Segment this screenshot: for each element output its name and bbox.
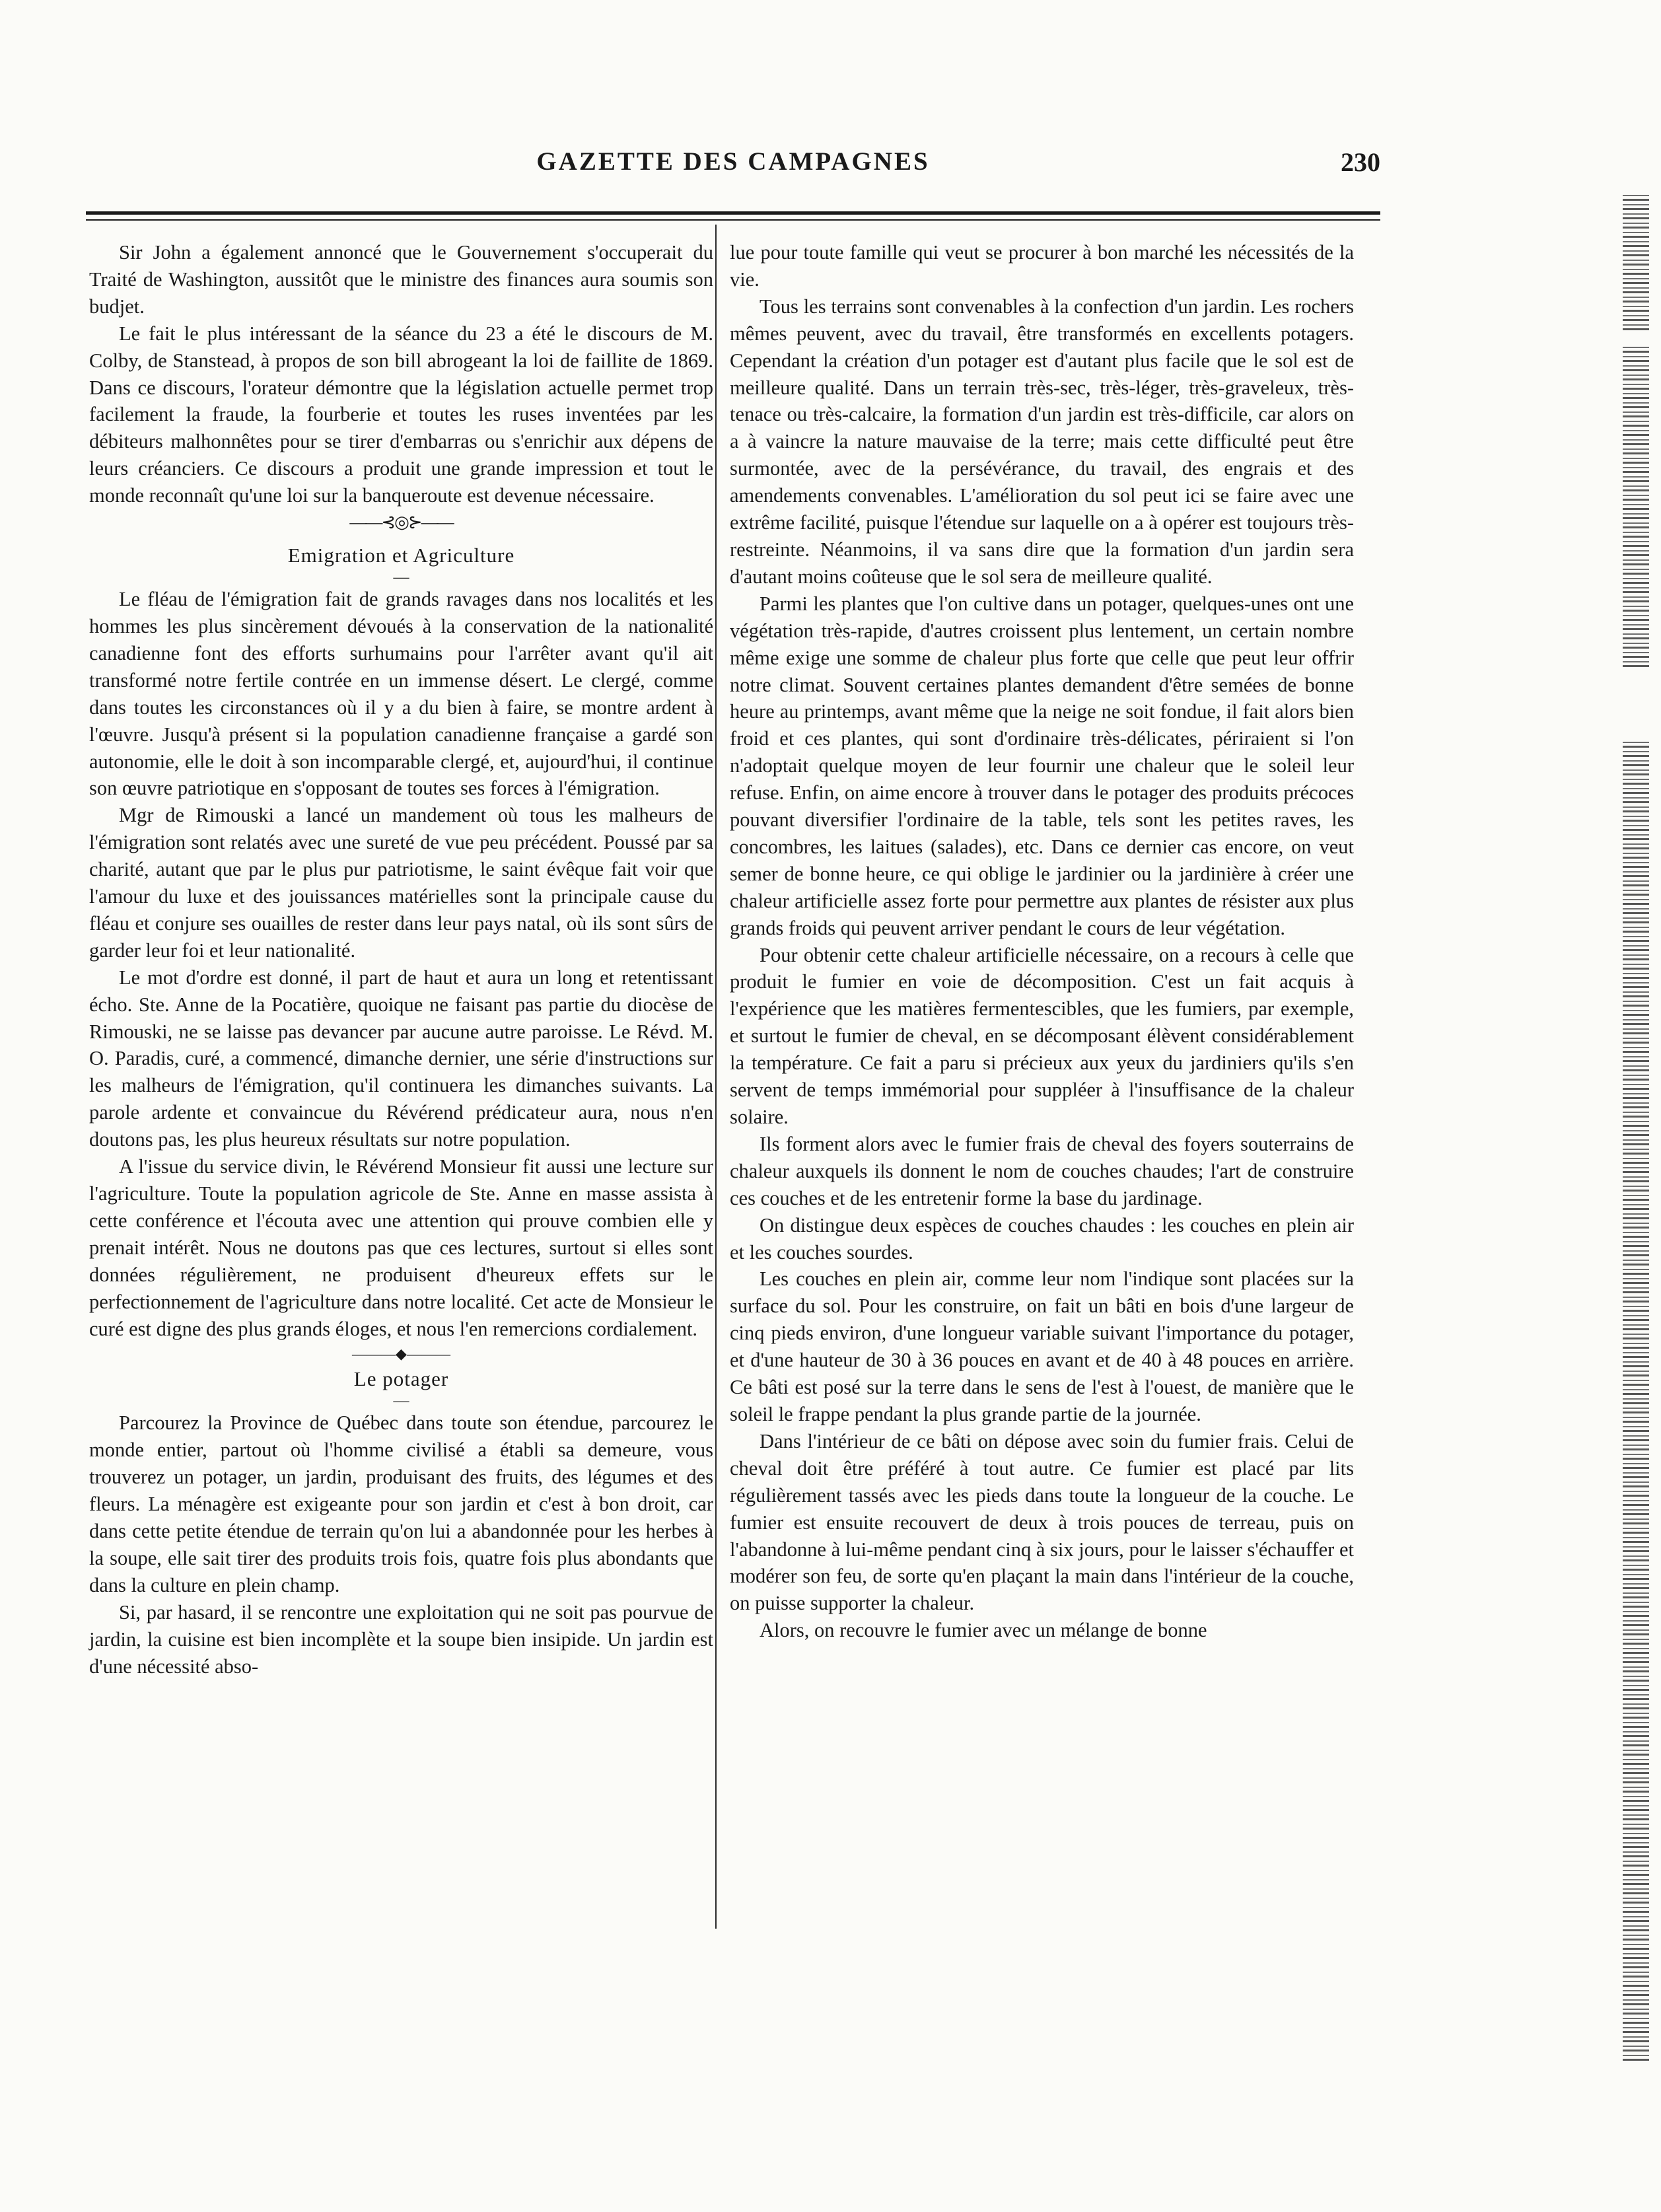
article-paragraph: Tous les terrains sont convenables à la confection d'un jardin. Les rochers mêmes peuvent, avec du travail, être transformés en excellents potagers. Cependant la création d'un potager est d'autant plus facile que le sol est de meilleure qualité. Dans un terrain très-sec, très-léger, très-graveleux, très-tenace ou très-calcaire, la formation d'un jardin est très-difficile, car alors on a à vaincre la nature mauvaise de la terre; mais cette difficulté peut être surmontée, avec de la persévérance, du travail, des engrais et des amendements convenables. L'amélioration du sol peut ici se faire avec une extrême facilité, puisque l'étendue sur laquelle on a à opérer est toujours très-restreinte. Néanmoins, il va sans dire que la formation d'un jardin sera d'autant moins coûteuse que le sol sera de meilleure qualité. <box>730 295 1354 588</box>
page-number: 230 <box>1341 147 1380 177</box>
header-rule-thick <box>86 211 1380 215</box>
article-paragraph: Le mot d'ordre est donné, il part de haut et aura un long et retentissant écho. Ste. Anne de la Pocatière, quoique ne faisant pas partie du diocèse de Rimouski, ne se laisse pas devancer par aucune autre paroisse. Le Révd. M. O. Paradis, curé, a commencé, dimanche dernier, une série d'instructions sur les malheurs de l'émigration, qu'il continuera les dimanches suivants. La parole ardente et convaincue du Révérend prédicateur aura, nous n'en doutons pas, les plus heureux résultats sur notre population. <box>89 966 713 1151</box>
article-paragraph: Mgr de Rimouski a lancé un mandement où tous les malheurs de l'émigration sont relatés avec une sureté de vue peu précédent. Poussé par sa charité, autant que par le plus pur patriotisme, le saint évêque fait voir que l'amour du luxe et des jouissances matérielles sont la principale cause du fléau et conjure ses ouailles de rester dans leur pays natal, où ils sont sûrs de garder leur foi et leur nationalité. <box>89 804 713 962</box>
section-title-potager: Le potager <box>353 1367 449 1391</box>
publication-title: GAZETTE DES CAMPAGNES <box>536 147 930 176</box>
article-paragraph: Pour obtenir cette chaleur artificielle nécessaire, on a recours à celle que produit le fumier en voie de décomposition. C'est un fait acquis à l'expérience que les matières fermentescibles, que les fumiers, par exemple, et surtout le fumier de cheval, en se décomposant élèvent considérablement la température. Ce fait a paru si précieux aux yeux du jardiniers qu'ils s'en servent de temps immémorial pour suppléer à l'insuffisance de la chaleur solaire. <box>730 943 1354 1128</box>
title-underline: — <box>393 569 409 587</box>
column-divider <box>715 225 717 1929</box>
section-title-emigration: Emigration et Agriculture <box>287 544 515 567</box>
article-paragraph: Les couches en plein air, comme leur nom l'indique sont placées sur la surface du sol. Pour les construire, on fait un bâti en bois d'une largeur de cinq pieds environ, d'une longueur variable suivant l'importance du potager, et d'une hauteur de 30 à 36 pouces en avant et de 40 à 48 pouces en arrière. Ce bâti est posé sur la terre dans le sens de l'est à l'ouest, de manière que le soleil le frappe pendant la plus grande partie de la journée. <box>730 1267 1354 1425</box>
title-underline: — <box>393 1392 409 1410</box>
article-paragraph: Si, par hasard, il se rencontre une exploitation qui ne soit pas pourvue de jardin, la cuisine est bien incomplète et la soupe bien insipide. Un jardin est d'une nécessité abso- <box>89 1600 713 1678</box>
article-paragraph: Ils forment alors avec le fumier frais de cheval des foyers souterrains de chaleur auxquels ils donnent le nom de couches chaudes; l'art de construire ces couches et de les entretenir forme la base du jardinage. <box>730 1132 1354 1209</box>
header-rule-thin <box>86 219 1380 221</box>
article-paragraph-continued: lue pour toute famille qui veut se procurer à bon marché les nécessités de la vie. <box>730 241 1354 291</box>
scan-edge-artifact <box>1623 192 1649 330</box>
section-separator: ———◆——— <box>352 1345 450 1363</box>
scan-edge-artifact <box>1623 343 1649 667</box>
article-paragraph: Parmi les plantes que l'on cultive dans un potager, quelques-unes ont une végétation très-rapide, d'autres croissent plus lentement, un certain nombre même exige une somme de chaleur plus forte que celle que peut leur offrir notre climat. Souvent certaines plantes demandent d'être semées de bonne heure au printemps, avant même que la neige ne soit fondue, il fait alors bien froid et ces plantes, qui sont d'ordinaire très-délicates, périraient si l'on n'adoptait quelque moyen de leur fournir une chaleur que le soleil leur refuse. Enfin, on aime encore à trouver dans le potager des produits précoces pouvant diversifier l'ordinaire de la table, tels sont les petites raves, les concombres, les laitues (salades), etc. Dans ce dernier cas encore, on veut semer de bonne heure, ce qui oblige le jardinier ou la jardinière à créer une chaleur artificielle assez forte pour permettre aux plantes de résister aux plus grands froids qui peuvent arriver pendant le cours de leur végétation. <box>730 592 1354 939</box>
ornamental-separator: ——⊰◎⊱—— <box>349 513 453 532</box>
article-paragraph: Le fait le plus intéressant de la séance du 23 a été le discours de M. Colby, de Stanstead, à propos de son bill abrogeant la loi de faillite de 1869. Dans ce discours, l'orateur démontre que la législation actuelle permet trop facilement la fraude, la fourberie et toutes les ruses inventées par les débiteurs malhonnêtes pour se tirer d'embarras ou s'enrichir aux dépens de leurs créanciers. Ce discours a produit une grande impression et tout le monde reconnaît qu'une loi sur la banqueroute est devenue nécessaire. <box>89 322 713 507</box>
page-header <box>86 147 1380 193</box>
article-paragraph: Alors, on recouvre le fumier avec un mélange de bonne <box>760 1619 1207 1642</box>
article-paragraph: Sir John a également annoncé que le Gouvernement s'occuperait du Traité de Washington, aussitôt que le ministre des finances aura soumis son budjet. <box>89 241 713 318</box>
article-paragraph: Parcourez la Province de Québec dans toute son étendue, parcourez le monde entier, partout où l'homme civilisé a établi sa demeure, vous trouverez un potager, un jardin, produisant des fruits, des légumes et des fleurs. La ménagère est exigeante pour son jardin et c'est à bon droit, car dans cette petite étendue de terrain qu'on lui a abandonnée pour les herbes à la soupe, elle sait tirer des produits trois fois, quatre fois plus abondants que dans la culture en plein champ. <box>89 1411 713 1596</box>
left-column <box>89 239 713 1680</box>
scan-edge-artifact <box>1623 740 1649 2061</box>
article-paragraph: On distingue deux espèces de couches chaudes : les couches en plein air et les couches sourdes. <box>730 1213 1354 1264</box>
right-column <box>730 239 1354 1644</box>
article-paragraph: Le fléau de l'émigration fait de grands ravages dans nos localités et les hommes les plus sincèrement dévoués à la conservation de la nationalité canadienne font des efforts surhumains pour l'arrêter avant qu'il ait transformé notre fertile contrée en un immense désert. Le clergé, comme dans toutes les circonstances où il y a du bien à faire, se montre ardent à l'œuvre. Jusqu'à présent si la population canadienne française a gardé son autonomie, elle le doit à son incomparable clergé, et, aujourd'hui, il continue son œuvre patriotique en s'opposant de toutes ses forces à l'émigration. <box>89 588 713 800</box>
article-paragraph: Dans l'intérieur de ce bâti on dépose avec soin du fumier frais. Celui de cheval doit être préféré à tout autre. Ce fumier est placé par lits régulièrement tassés avec les pieds dans toute la longueur de la couche. Le fumier est ensuite recouvert de deux à trois pouces de terreau, puis on l'abandonne à lui-même pendant cinq à six jours, pour le laisser s'échauffer et modérer son feu, de sorte qu'en plaçant la main dans l'intérieur de la couche, on puisse supporter la chaleur. <box>730 1429 1354 1615</box>
article-paragraph: A l'issue du service divin, le Révérend Monsieur fit aussi une lecture sur l'agriculture. Toute la population agricole de Ste. Anne en masse assista à cette conférence et l'écouta avec une attention qui prouve combien elle y prenait intérêt. Nous ne doutons pas que ces lectures, surtout si elles sont données régulièrement, ne produisent d'heureux effets sur le perfectionnement de l'agriculture dans notre localité. Cet acte de Monsieur le curé est digne des plus grands éloges, et nous l'en remercions cordialement. <box>89 1155 713 1340</box>
